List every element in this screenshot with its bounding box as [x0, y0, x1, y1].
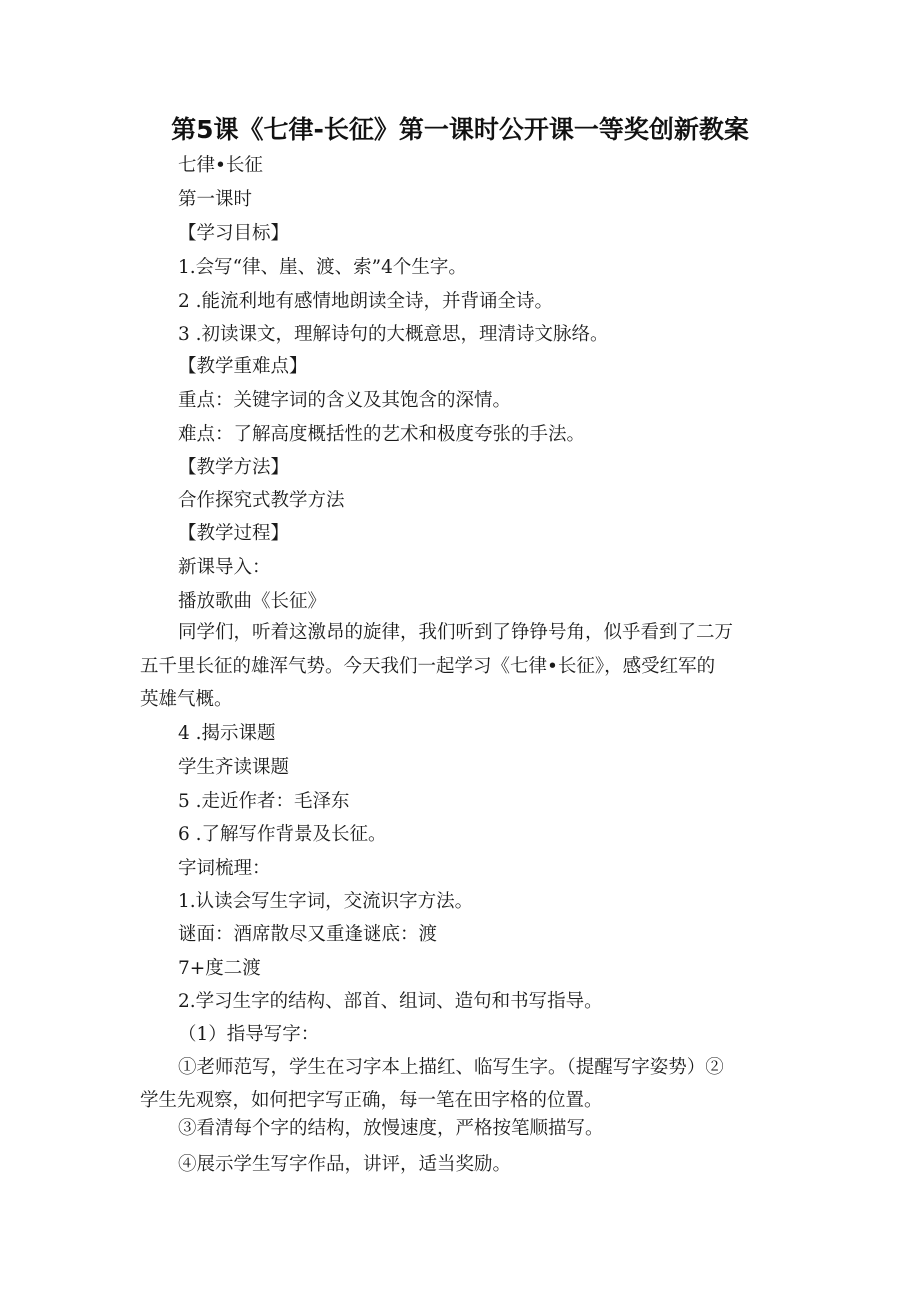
text-line: 7+度二渡	[178, 958, 261, 979]
text-line: （1）指导写字：	[178, 1024, 320, 1045]
text-line: 合作探究式教学方法	[178, 490, 345, 511]
paragraph-line: 五千里长征的雄浑气势。今天我们一起学习《七律•长征》，感受红军的	[140, 655, 716, 677]
section-heading: 【教学过程】	[178, 523, 290, 544]
text-line: 5 .走近作者：毛泽东	[178, 791, 350, 812]
text-line: 2 .能流利地有感情地朗读全诗，并背诵全诗。	[178, 291, 554, 312]
text-line: 字词梳理：	[178, 858, 271, 879]
text-line: 1.会写“律、崖、渡、索”4个生字。	[178, 257, 467, 278]
text-line: ①老师范写，学生在习字本上描红、临写生字。（提醒写字姿势）②	[178, 1057, 724, 1078]
text-line: 七律•长征	[178, 155, 263, 176]
document-title: 第5课《七律-长征》第一课时公开课一等奖创新教案	[171, 115, 749, 144]
text-line: 学生先观察，如何把字写正确，每一笔在田字格的位置。	[140, 1090, 603, 1111]
text-line: 新课导入：	[178, 557, 271, 578]
intro-paragraph	[140, 616, 790, 717]
text-line: ③看清每个字的结构，放慢速度，严格按笔顺描写。	[178, 1118, 604, 1139]
text-line: 4 .揭示课题	[178, 723, 276, 744]
section-heading: 【学习目标】	[178, 223, 290, 244]
text-line: 学生齐读课题	[178, 757, 290, 778]
text-line: 难点：了解高度概括性的艺术和极度夸张的手法。	[178, 424, 586, 445]
section-heading: 【教学方法】	[178, 457, 290, 478]
text-line: 播放歌曲《长征》	[178, 591, 327, 612]
section-heading: 【教学重难点】	[178, 356, 308, 377]
text-line: 谜面：酒席散尽又重逢谜底：渡	[178, 924, 438, 945]
text-line: 3 .初读课文，理解诗句的大概意思，理清诗文脉络。	[178, 324, 609, 345]
text-line: 1.认读会写生字词，交流识字方法。	[178, 891, 474, 912]
text-line: ④展示学生写字作品，讲评，适当奖励。	[178, 1154, 512, 1175]
text-line: 2.学习生字的结构、部首、组词、造句和书写指导。	[178, 991, 603, 1012]
text-line: 第一课时	[178, 189, 253, 210]
paragraph-line: 同学们，听着这激昂的旋律，我们听到了铮铮号角，似乎看到了二万	[178, 622, 734, 643]
text-line: 6 .了解写作背景及长征。	[178, 824, 387, 845]
text-line: 重点：关键字词的含义及其饱含的深情。	[178, 390, 512, 411]
paragraph-line: 英雄气概。	[140, 689, 233, 710]
